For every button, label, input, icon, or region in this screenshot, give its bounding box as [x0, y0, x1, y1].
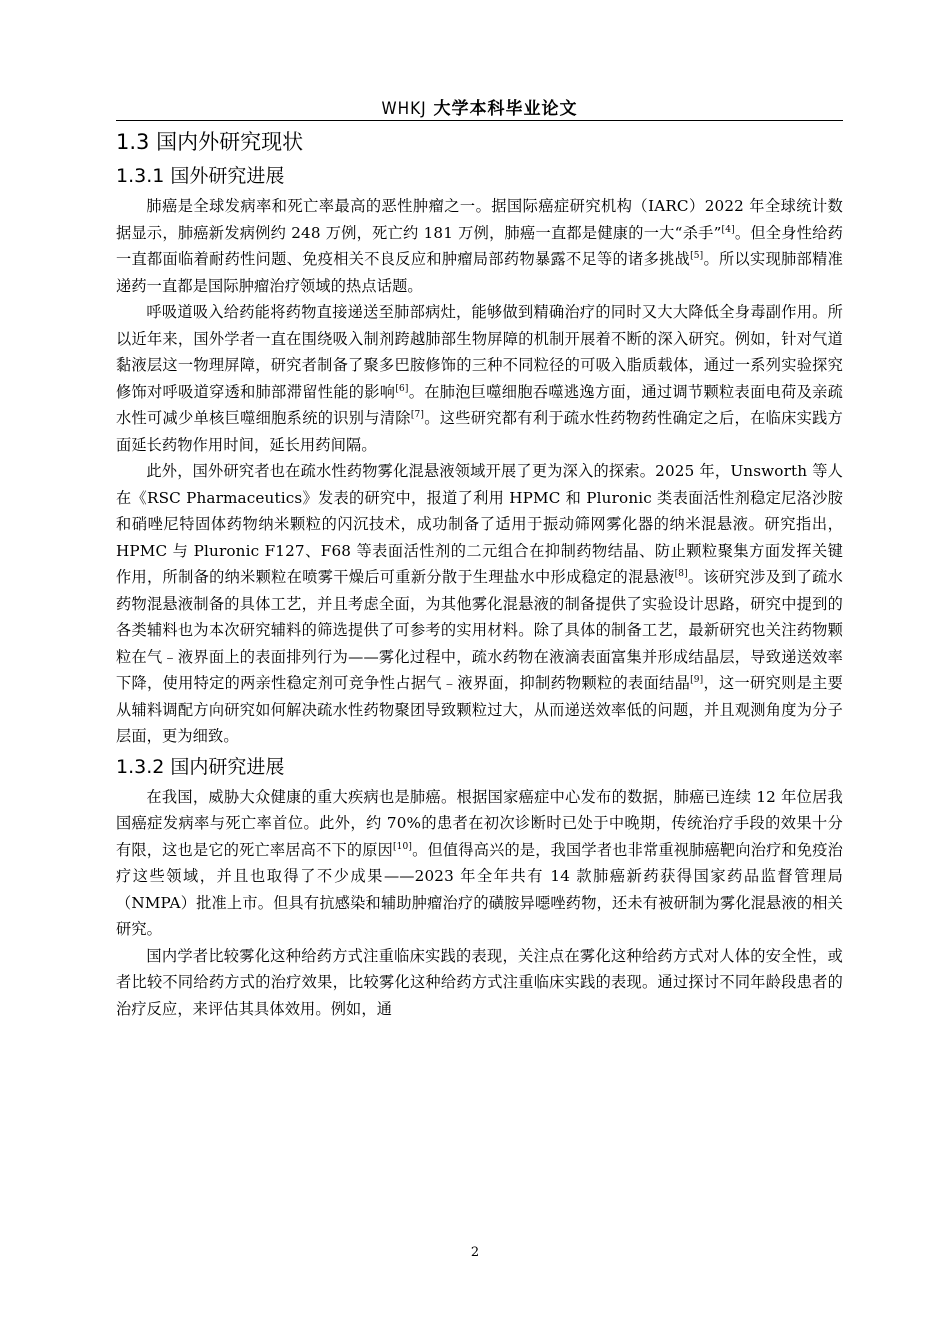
- page-header: [116, 88, 843, 121]
- paragraph: 国内学者比较雾化这种给药方式注重临床实践的表现，关注点在雾化这种给药方式对人体的安全性，或者比较不同给药方式的治疗效果，比较雾化这种给药方式注重临床实践的表现。通过探讨不同年龄段患者的治疗反应，来评估其具体效用。例如，通: [116, 946, 843, 1018]
- citation: [5]: [690, 251, 704, 261]
- header-latin: WHKJ: [381, 99, 427, 119]
- citation: [4]: [721, 224, 735, 235]
- paragraph: 在我国，威胁大众健康的重大疾病也是肺癌。根据国家癌症中心发布的数据，肺癌已连续 12 年位居我国癌症发病率与死亡率首位。此外，约 70%的患者在初次诊断时已处于中晚期，传统治疗手段的效果十分有限，这也是它的死亡率居高不下的原因[10]。但值得高兴的是，我国学者也非常重视肺癌靶向治疗和免疫治疗这些领域，并且也取得了不少成果——2023 年全年共有 14 款肺癌新药获得国家药品监督管理局（NMPA）批准上市。但具有抗感染和辅助肿瘤治疗的磺胺异噁唑药物，还未有被研制为雾化混悬液的相关研究。: [116, 787, 843, 938]
- subsection-title-domestic: 1.3.2 国内研究进展: [116, 755, 285, 778]
- citation: [8]: [674, 569, 688, 579]
- citation: [9]: [690, 675, 704, 685]
- header-title: [116, 94, 843, 119]
- section-title: 1.3 国内外研究现状: [116, 130, 304, 154]
- document-page: [116, 88, 843, 1022]
- citation: [6]: [395, 383, 409, 394]
- paragraph: 此外，国外研究者也在疏水性药物雾化混悬液领域开展了更为深入的探索。2025 年，Unsworth 等人在《RSC Pharmaceutics》发表的研究中，报道了利用 HPMC 和 Pluronic 类表面活性剂稳定尼洛沙胺和硝唑尼特固体药物纳米颗粒的闪沉技术，成功制备了适用于振动筛网雾化器的纳米混悬液。研究指出，HPMC 与 Pluronic F127、F68 等表面活性剂的二元组合在抑制药物结晶、防止颗粒聚集方面发挥关键作用，所制备的纳米颗粒在喷雾干燥后可重新分散于生理盐水中形成稳定的混悬液[8]。该研究涉及到了疏水药物混悬液制备的具体工艺，并且考虑全面，为其他雾化混悬液的制备提供了实验设计思路，研究中提到的各类辅料也为本次研究辅料的筛选提供了可参考的实用材料。除了具体的制备工艺，最新研究也关注药物颗粒在气﹣液界面上的表面排列行为——雾化过程中，疏水药物在液滴表面富集并形成结晶层，导致递送效率下降，使用特定的两亲性稳定剂可竞争性占据气﹣液界面，抑制药物颗粒的表面结晶[9]，这一研究则是主要从辅料调配方向研究如何解决疏水性药物聚团导致颗粒过大，从而递送效率低的问题，并且观测角度为分子层面，更为细致。: [116, 462, 843, 745]
- citation: [10]: [393, 841, 413, 852]
- paragraph: 呼吸道吸入给药能将药物直接递送至肺部病灶，能够做到精确治疗的同时又大大降低全身毒副作用。所以近年来，国外学者一直在围绕吸入制剂跨越肺部生物屏障的机制开展着不断的深入研究。例如，针对气道黏液层这一物理屏障，研究者制备了聚多巴胺修饰的三种不同粒径的可吸入脂质载体，通过一系列实验探究修饰对呼吸道穿透和肺部滞留性能的影响[6]。在肺泡巨噬细胞吞噬逃逸方面，通过调节颗粒表面电荷及亲疏水性可减少单核巨噬细胞系统的识别与清除[7]。这些研究都有利于疏水性药物药性确定之后，在临床实践方面延长药物作用时间，延长用药间隔。: [116, 303, 843, 454]
- page-number: 2: [470, 1245, 480, 1260]
- citation: [7]: [410, 410, 425, 420]
- subsection-title-foreign: 1.3.1 国外研究进展: [116, 165, 285, 187]
- paragraph: 肺癌是全球发病率和死亡率最高的恶性肿瘤之一。据国际癌症研究机构（IARC）2022 年全球统计数据显示，肺癌新发病例约 248 万例，死亡约 181 万例，肺癌一直都是健康的一大“杀手”[4]。但全身性给药一直都面临着耐药性问题、免疫相关不良反应和肿瘤局部药物暴露不足等的诸多挑战[5]。所以实现肺部精准递药一直都是国际肿瘤治疗领域的热点话题。: [116, 197, 843, 295]
- header-chinese: 大学本科毕业论文: [433, 99, 578, 119]
